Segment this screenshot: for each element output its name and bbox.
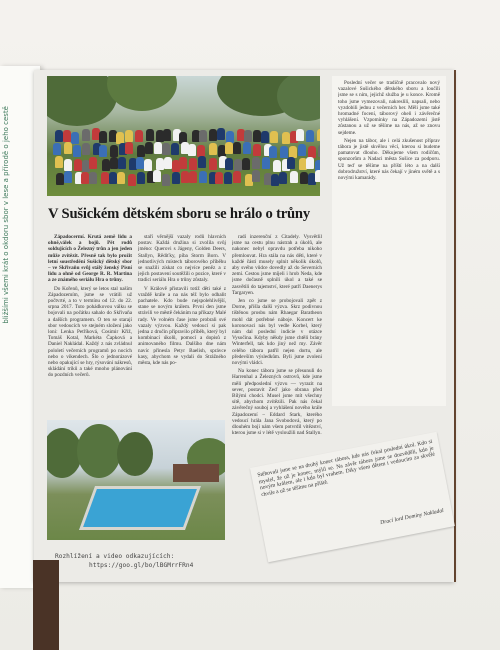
group-member bbox=[233, 142, 241, 154]
group-member bbox=[253, 144, 261, 156]
group-member bbox=[242, 158, 250, 170]
group-member bbox=[282, 132, 290, 144]
group-member bbox=[226, 131, 234, 143]
group-member bbox=[125, 142, 133, 154]
group-member bbox=[101, 172, 109, 184]
pool-photo bbox=[47, 420, 225, 540]
group-member bbox=[233, 171, 241, 183]
article-column-1 bbox=[48, 234, 132, 414]
group-member bbox=[318, 145, 320, 157]
group-member bbox=[145, 142, 153, 154]
group-member bbox=[137, 172, 145, 184]
handwritten-note bbox=[55, 552, 193, 570]
article-paragraph: V Králově přistavili totiž děti také z vraždě krále a na nás též bylo odhalit pachatele. Kdo bude nejspolehlivější, stane se novým králem. První den jsme strávili ve městě čekáním na příkazy Malé rady. Ve volném čase jsme probrali své vazaly výzvou. Každý vedoucí si pak jedna z dručin připravilo příběh, který byl kombinací úkolů, pomocí a dopisů z animovaného filmu. Dalšího dne nám navíc přinesla Petyr Baelish, správce kasy, abychom se vydali do Strážného města, kde nás po- bbox=[138, 285, 226, 367]
group-member bbox=[287, 157, 295, 169]
group-member bbox=[89, 172, 97, 184]
group-member bbox=[162, 174, 170, 186]
group-member bbox=[99, 131, 107, 143]
group-member bbox=[224, 172, 232, 184]
group-member bbox=[55, 130, 63, 142]
article-paragraph: staří věrnější vazaly rodů hlavních postav. Každá družina si zvolila svůj jméno: Querovi s Jágeny, Golden Deers, Stallyn, Rědiťky, píba Storm Born. V jednotlivých místech táborového příběhu se snažili získat co nejvíce peněz a z jejich postavení soutěžili o pozice, které v tradici seriálu Hra o trůny zůstaly. bbox=[138, 234, 226, 284]
group-photo bbox=[47, 76, 320, 196]
article-headline: V Sušickém dětském sboru se hrálo o trůny bbox=[48, 206, 310, 222]
group-member bbox=[162, 143, 170, 155]
group-member bbox=[163, 129, 171, 141]
group-member bbox=[181, 171, 189, 183]
group-member bbox=[102, 159, 110, 171]
group-member bbox=[116, 132, 124, 144]
article-right-column bbox=[332, 76, 446, 406]
handwritten-line-1: Rozhlížení a video odkazujících: bbox=[55, 553, 175, 560]
group-member bbox=[209, 143, 217, 155]
group-member bbox=[199, 130, 207, 142]
group-member bbox=[280, 146, 288, 158]
bookmark-ribbon bbox=[33, 560, 59, 650]
group-member bbox=[71, 132, 79, 144]
group-member bbox=[128, 174, 136, 186]
group-member bbox=[172, 172, 180, 184]
group-member bbox=[243, 142, 251, 154]
group-member bbox=[189, 158, 197, 170]
group-member bbox=[56, 173, 64, 185]
group-member bbox=[252, 170, 260, 182]
group-member bbox=[63, 130, 71, 142]
group-member bbox=[179, 157, 187, 169]
group-member bbox=[253, 130, 261, 142]
article-paragraph: Na konec tábora jsme se přesunuli do Harrenhal a Železných ostrovů, kde jsme měli předposlední výzvu — vyrazit na sever, postavit Zeď jako obrana před Bílými chodci. Musel jsme mít všechny sítě, abychom zvítězili. Pak nás čekal závěrečný souboj a vyhlášení nového krále Západozemí – Eddard Stark, kterého vedoucí hrála Jana Svobodová, který po dlouhém boji nám všem potvrdil vítězství, kterou jsme si v létě vysloužili nad Stallyn. bbox=[232, 368, 322, 437]
group-member bbox=[262, 157, 270, 169]
group-member bbox=[189, 171, 197, 183]
group-member bbox=[252, 157, 260, 169]
article-headline-box bbox=[48, 206, 320, 230]
group-member bbox=[64, 159, 72, 171]
group-member bbox=[110, 157, 118, 169]
group-member bbox=[290, 171, 298, 183]
group-member bbox=[315, 170, 320, 182]
group-member bbox=[156, 158, 164, 170]
group-member bbox=[53, 143, 61, 155]
right-column-text bbox=[338, 80, 440, 402]
group-member bbox=[269, 146, 277, 158]
group-member bbox=[225, 142, 233, 154]
article-paragraph: Nejen na tábor, ale i celá zkušenost příprav tábora je jistě skvělou věcí, kterou si budeme pamatovat dlouho. Děkujeme všem rodičům, sponzorům a Nadaci města Sušice za podporu. Už teď se těšíme na příští léto a na další dobrodružství, které nás čekají v jiném světě a s novými kamarády. bbox=[338, 137, 440, 182]
group-member bbox=[225, 158, 233, 170]
group-member bbox=[64, 142, 72, 154]
article-credit: Drací lord Dominy Nakladal bbox=[379, 507, 445, 527]
article-paragraph: Jen co jsme se probojovali zpět z Dorne, přišla další výzva. Skrz podivnou tištěnou prosbu nám Rhaegar Baratheon mohl dát potřebné náboje. Koncert ke koronovaci nás byl vedle Korbel, který nám dal poslední indicie v otázce Vysočina. Kdyby někdy jsme chtěli brány Winterfell, tak kdo jiný než my. Závěr celého tábora patřil nejen dortu, ale především výsledkům. Byli jsme zvoleni novými vládci. bbox=[232, 298, 322, 367]
group-member bbox=[171, 143, 179, 155]
article-paragraph: Do Kořenů, který se letos stal naším Západozemím, jsme se vrátili už počtvrté, a to v termínu od 12. do 22. srpna 2017. Tuto pohádkovou válku se bojovali na počátku sahalo do Skřivaňa a dalších programem. O ten se starají sbor vedoucích ve stejném složení jako loni: Lenka Petříková, Cosimir Křiž, Tomáš Kotal, Markéta Čapková a Daniel Nakládal. Každý z nás zvládnul pololetí večerních programů po nocích nebo o víkendech. Šlo o jednorázové nebo opakující se hry, rýsování nákresů, skládání triků a také mnoho plánování do pozdních večerů. bbox=[48, 285, 132, 379]
group-member bbox=[300, 172, 308, 184]
group-member bbox=[188, 144, 196, 156]
group-member bbox=[117, 172, 125, 184]
group-member bbox=[234, 159, 242, 171]
group-member bbox=[271, 174, 279, 186]
group-member bbox=[136, 157, 144, 169]
margin-note: bližšími všemi krát o okdoru sbor v lese a přírodě o jeho cestě bbox=[2, 106, 10, 324]
group-member bbox=[209, 129, 217, 141]
group-member bbox=[192, 130, 200, 142]
swimming-pool bbox=[79, 486, 201, 530]
group-member bbox=[217, 128, 225, 140]
group-member bbox=[306, 157, 314, 169]
handwritten-link: https://goo.gl/bo/lBGMrrFRn4 bbox=[89, 562, 194, 569]
article-lead: Západocermí. Krutá země lidu a ohně,válek a bojů. Pět rodů soldujících o Železný trůn a jen jeden může zvítězit. Přesně tak bylo prožit letní soustředění Sušický dětský sbor – ve Skřivaňu svůj stálý ženský Pisní lidu a ohně od George R. R. Martina a ze známého seriálu Hra o trůny. bbox=[48, 234, 132, 284]
group-member bbox=[110, 145, 118, 157]
article-paragraph: Poslední večer se tradičně pracovalo nový vazalové Sušického dětského sboru a loučili jsme se s ním, jejichž služba je u konce. Kromě toho jsme vymezovali, nakreslili, napsali, nebo vyzdobili jednu z večerních her. Měli jsme také hromadné focení, táborový oheň i závěrečné vyhlášení. Vzpomínky na Západozemí jistě zůstanou a už se těšíme na nás, až se znovu sejdeme. bbox=[338, 80, 440, 136]
group-member bbox=[73, 145, 81, 157]
group-member bbox=[64, 171, 72, 183]
building-roof bbox=[173, 464, 219, 482]
group-member bbox=[198, 156, 206, 168]
clipping-text: Stěhovali jsme se na druhý konec tábora, kde nás čekal poslední úkol. Kdo si myslel, že už je konec, mýlil se. Na závěr tábora jsme se dozvěděli, kdo je novým králem, ale i kdo byl vrahem. Díky všem dětem i vedoucím za skvělé chvíle a už se těšíme na příště. bbox=[257, 438, 436, 499]
group-member bbox=[81, 172, 89, 184]
group-member bbox=[154, 142, 162, 154]
group-member bbox=[215, 172, 223, 184]
group-member bbox=[261, 131, 269, 143]
group-member bbox=[270, 131, 278, 143]
group-member bbox=[118, 157, 126, 169]
group-member bbox=[279, 172, 287, 184]
group-member bbox=[209, 158, 217, 170]
group-member bbox=[82, 143, 90, 155]
group-member bbox=[144, 159, 152, 171]
group-member bbox=[298, 144, 306, 156]
group-member bbox=[55, 156, 63, 168]
group-member bbox=[273, 160, 281, 172]
group-member bbox=[125, 130, 133, 142]
group-member bbox=[82, 129, 90, 141]
group-member bbox=[244, 130, 252, 142]
article-column-2 bbox=[138, 234, 226, 414]
group-member bbox=[74, 159, 82, 171]
group-member bbox=[146, 129, 154, 141]
group-member bbox=[199, 171, 207, 183]
group-member bbox=[308, 146, 316, 158]
group-member bbox=[306, 130, 314, 142]
group-member bbox=[135, 130, 143, 142]
article-paragraph: radí inzerenční z Citadely. Vysvětlil jsme na cestu plnu nástrah a úkolů, ale nakonec nebyl opravdu potřeba nikoho přemlouvat. Hra stála na nás děti, které v každé části musely splnit několik úkolů, aby svého vůdce dovedly až do Severních zemí. Cestou jsme míjeli i hrob Neda, kde jsme dočasně splnili úkol a také se zasvětili do tajemství, které patří Daenerys Targaryen. bbox=[232, 234, 322, 296]
group-member bbox=[296, 129, 304, 141]
group-member bbox=[89, 157, 97, 169]
group-member bbox=[153, 170, 161, 182]
group-member bbox=[317, 129, 320, 141]
group-member bbox=[99, 145, 107, 157]
